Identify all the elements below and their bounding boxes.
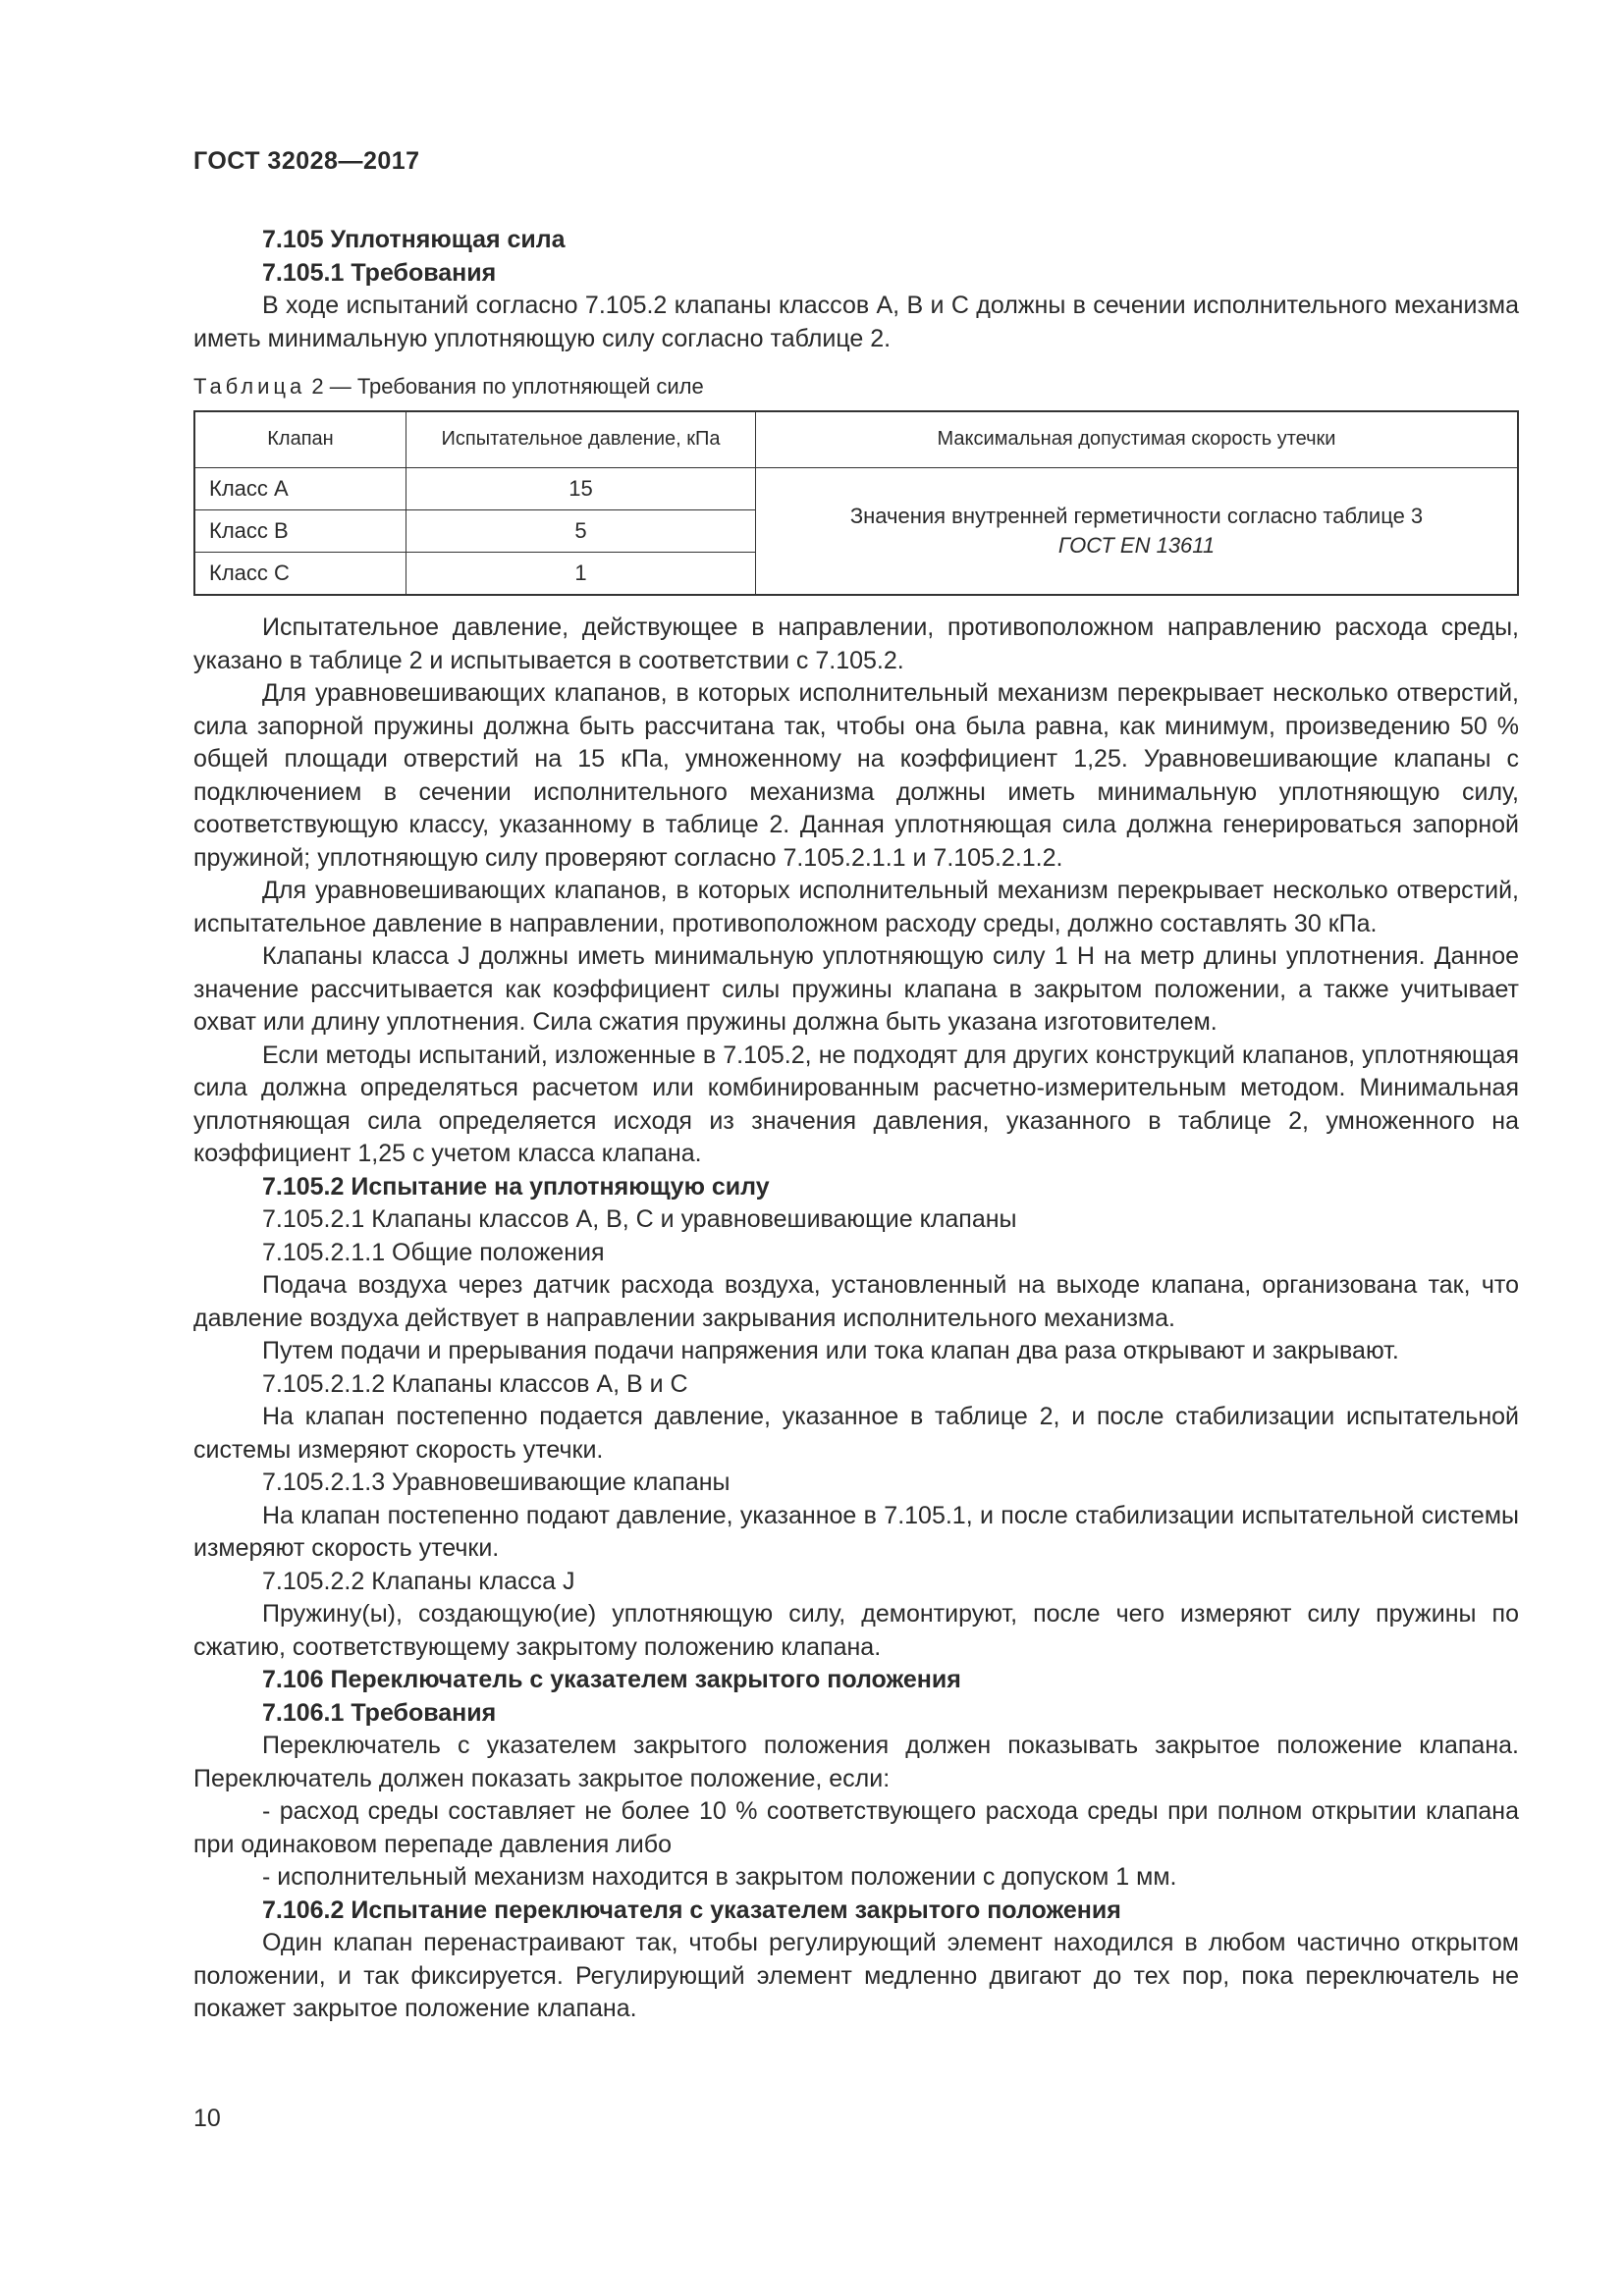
paragraph: Подача воздуха через датчик расхода воздуха, установленный на выходе клапана, организована так, что давление воздуха действует в направлении закрывания исполнительного механизма.	[193, 1271, 1519, 1332]
table-row	[194, 468, 1518, 510]
subsection-heading: 7.105.2 Испытание на уплотняющую силу	[262, 1172, 770, 1201]
paragraph: Для уравновешивающих клапанов, в которых исполнительный механизм перекрывает несколько отверстий, сила запорной пружины должна быть рассчитана так, чтобы она была равна, как минимум, произведению 50 % общей площади отверстий на 15 кПа, умноженному на коэффициент 1,25. Уравновешивающие клапаны с подключением в сечении исполнительного механизма должны иметь минимальную уплотняющую силу, соответствующую классу, указанному в таблице 2. Данная уплотняющая сила должна генерироваться запорной пружиной; уплотняющую силу проверяют согласно 7.105.2.1.1 и 7.105.2.1.2.	[193, 679, 1519, 872]
cell-valve-class: Класс C	[194, 553, 406, 596]
clause-title: 7.105.2.1 Клапаны классов А, В, С и уравновешивающие клапаны	[262, 1205, 1017, 1233]
table-header-row	[194, 411, 1518, 468]
cell-leak-rate-note	[756, 468, 1519, 596]
subsection-heading: 7.105.1 Требования	[262, 258, 497, 287]
table-caption	[193, 373, 1519, 400]
paragraph: Для уравновешивающих клапанов, в которых исполнительный механизм перекрывает несколько отверстий, испытательное давление в направлении, противоположном расходу среды, должно составлять 30 кПа.	[193, 877, 1519, 937]
note-reference: ГОСТ EN 13611	[1057, 533, 1216, 558]
paragraph: Один клапан перенастраивают так, чтобы регулирующий элемент находился в любом частично открытом положении, и так фиксируется. Регулирующий элемент медленно двигают до тех пор, пока переключатель не покажет закрытое положение клапана.	[193, 1929, 1519, 2022]
document-header: ГОСТ 32028—2017	[193, 147, 420, 175]
page-number: 10	[193, 2105, 221, 2132]
clause-title: 7.105.2.1.1 Общие положения	[262, 1238, 605, 1266]
paragraph: Путем подачи и прерывания подачи напряжения или тока клапан два раза открывают и закрывают.	[262, 1337, 1399, 1364]
cell-valve-class: Класс A	[194, 468, 406, 510]
subsection-heading: 7.106.2 Испытание переключателя с указателем закрытого положения	[262, 1896, 1121, 1924]
section-heading: 7.106 Переключатель с указателем закрытого положения	[262, 1666, 961, 1693]
cell-pressure: 5	[406, 510, 756, 553]
table-caption-title: 2 — Требования по уплотняющей силе	[311, 374, 704, 399]
clause-title: 7.105.2.2 Клапаны класса J	[262, 1567, 575, 1595]
paragraph: На клапан постепенно подают давление, указанное в 7.105.1, и после стабилизации испытательной системы измеряют скорость утечки.	[193, 1501, 1519, 1562]
clause-title: 7.105.2.1.3 Уравновешивающие клапаны	[262, 1468, 731, 1496]
paragraph: На клапан постепенно подается давление, указанное в таблице 2, и после стабилизации испытательной системы измеряют скорость утечки.	[193, 1403, 1519, 1464]
requirements-table	[193, 410, 1519, 596]
list-item: - исполнительный механизм находится в закрытом положении с допуском 1 мм.	[262, 1863, 1177, 1891]
column-header-leak-rate: Максимальная допустимая скорость утечки	[756, 411, 1519, 468]
cell-pressure: 15	[406, 468, 756, 510]
cell-valve-class: Класс B	[194, 510, 406, 553]
paragraph: Испытательное давление, действующее в направлении, противоположном направлению расхода среды, указано в таблице 2 и испытывается в соответствии с 7.105.2.	[193, 614, 1519, 674]
paragraph: Переключатель с указателем закрытого положения должен показывать закрытое положение клапана. Переключатель должен показать закрытое положение, если:	[193, 1732, 1519, 1792]
clause-title: 7.105.2.1.2 Клапаны классов А, В и С	[262, 1369, 688, 1398]
column-header-pressure: Испытательное давление, кПа	[406, 411, 756, 468]
paragraph: Если методы испытаний, изложенные в 7.105.2, не подходят для других конструкций клапанов, уплотняющая сила должна определяться расчетом или комбинированным расчетно-измерительным методом. Минимальная уплотняющая сила определяется исходя из значения давления, указанного в таблице 2, умноженного на коэффициент 1,25 с учетом класса клапана.	[193, 1041, 1519, 1167]
note-line: Значения внутренней герметичности согласно таблице 3	[849, 504, 1424, 528]
section-heading: 7.105 Уплотняющая сила	[262, 226, 566, 253]
document-content	[193, 224, 1519, 2026]
cell-pressure: 1	[406, 553, 756, 596]
list-item: - расход среды составляет не более 10 % соответствующего расхода среды при полном открытии клапана при одинаковом перепаде давления либо	[193, 1797, 1519, 1858]
subsection-heading: 7.106.1 Требования	[262, 1698, 497, 1727]
table-caption-prefix: Таблица	[193, 374, 306, 399]
paragraph: Пружину(ы), создающую(ие) уплотняющую силу, демонтируют, после чего измеряют силу пружины по сжатию, соответствующему закрытому положению клапана.	[193, 1600, 1519, 1661]
paragraph: Клапаны класса J должны иметь минимальную уплотняющую силу 1 Н на метр длины уплотнения. Данное значение рассчитывается как коэффициент силы пружины клапана в закрытом положении, а также учитывает охват или длину уплотнения. Сила сжатия пружины должна быть указана изготовителем.	[193, 942, 1519, 1036]
column-header-valve: Клапан	[194, 411, 406, 468]
paragraph: В ходе испытаний согласно 7.105.2 клапаны классов А, В и С должны в сечении исполнительного механизма иметь минимальную уплотняющую силу согласно таблице 2.	[193, 292, 1519, 352]
